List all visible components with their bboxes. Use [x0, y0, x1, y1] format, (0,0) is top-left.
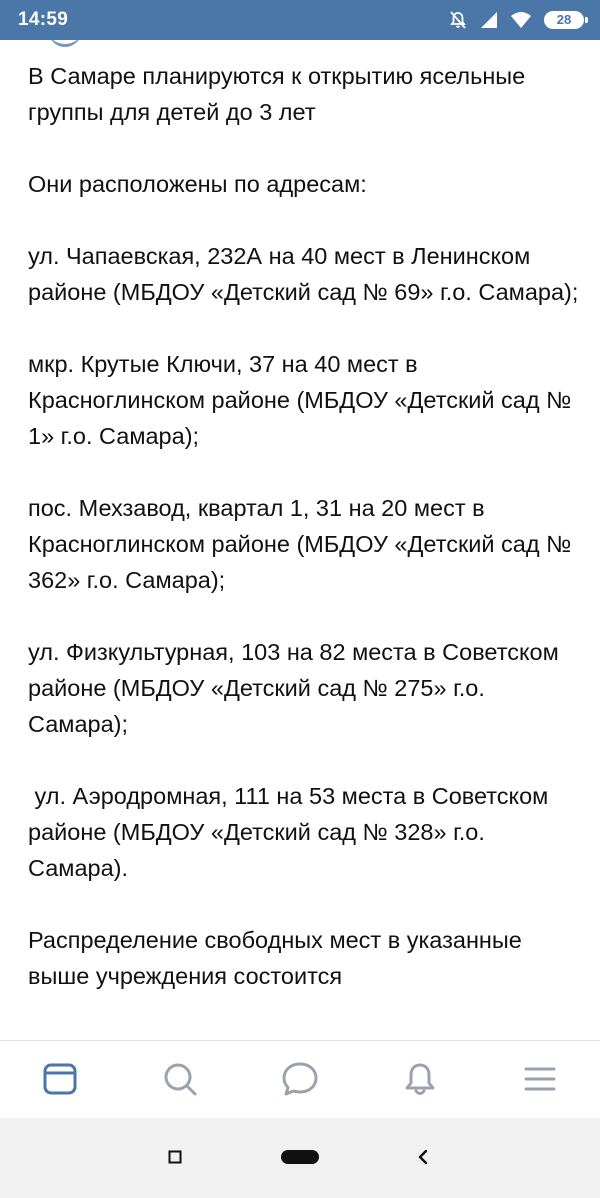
status-icons: [448, 8, 584, 32]
messages-icon: [281, 1061, 319, 1102]
notifications-icon: [402, 1061, 438, 1102]
back-button[interactable]: [408, 1144, 438, 1174]
recents-icon: [168, 1150, 182, 1169]
notifications-off-icon: [448, 10, 468, 30]
back-icon: [417, 1149, 429, 1170]
bottom-tab-bar: [0, 1040, 600, 1119]
post-paragraph: пос. Мехзавод, квартал 1, 31 на 20 мест в Красноглинском районе (МБДОУ «Детский сад № 362» г.о. Самара);: [28, 495, 578, 593]
status-time: 14:59: [18, 9, 69, 30]
tab-messages[interactable]: [278, 1059, 322, 1103]
feed-icon: [42, 1061, 78, 1102]
signal-icon: [480, 11, 498, 29]
status-bar: [0, 0, 600, 40]
tab-notifications[interactable]: [398, 1059, 442, 1103]
menu-icon: [522, 1061, 558, 1102]
post-paragraph: В Самаре планируются к открытию ясельные группы для детей до 3 лет: [28, 63, 532, 125]
post-paragraph: Распределение свободных мест в указанные выше учреждения состоится: [28, 927, 529, 989]
system-nav-bar: [0, 1118, 600, 1198]
recents-button[interactable]: [160, 1144, 190, 1174]
tab-feed[interactable]: [38, 1059, 82, 1103]
battery-icon: 28: [544, 11, 584, 29]
tab-menu[interactable]: [518, 1059, 562, 1103]
tab-search[interactable]: [158, 1059, 202, 1103]
home-button[interactable]: [276, 1148, 324, 1170]
post-paragraph: ул. Аэродромная, 111 на 53 места в Советском районе (МБДОУ «Детский сад № 328» г.о. Самара).: [28, 783, 555, 881]
post-paragraph: ул. Физкультурная, 103 на 82 места в Советском районе (МБДОУ «Детский сад № 275» г.о. Самара);: [28, 639, 566, 737]
post-paragraph: мкр. Крутые Ключи, 37 на 40 мест в Красноглинском районе (МБДОУ «Детский сад № 1» г.о. Самара);: [28, 351, 578, 449]
home-icon: [281, 1150, 319, 1169]
post-paragraph: ул. Чапаевская, 232А на 40 мест в Ленинском районе (МБДОУ «Детский сад № 69» г.о. Самара);: [28, 243, 579, 305]
post-paragraph: Они расположены по адресам:: [28, 171, 367, 197]
search-icon: [162, 1061, 198, 1102]
wifi-icon: [510, 11, 532, 29]
post-text: [28, 58, 580, 1040]
